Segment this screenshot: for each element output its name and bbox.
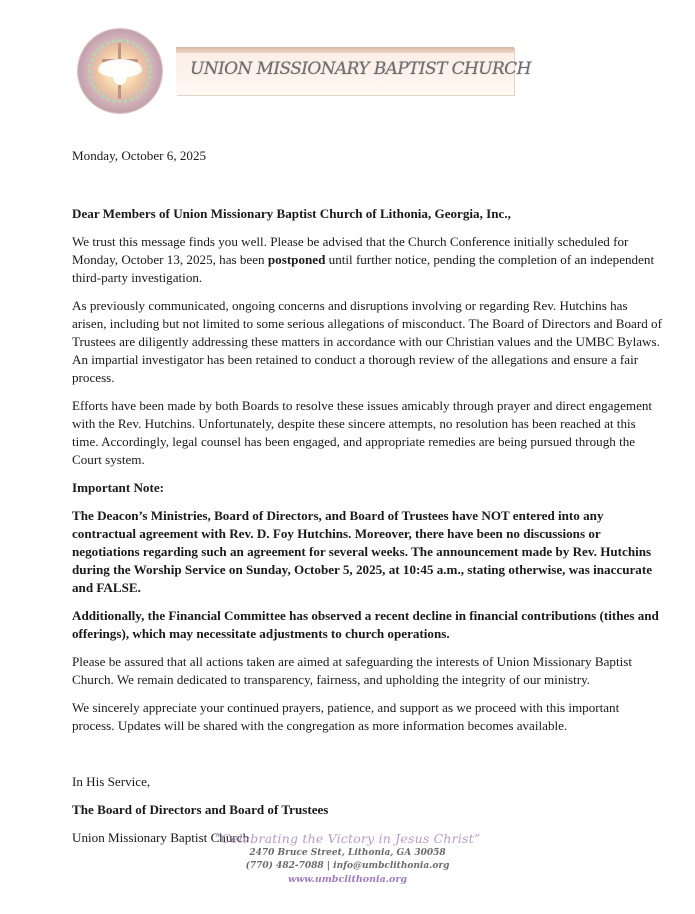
important-note-agreement: The Deacon’s Ministries, Board of Directors, and Board of Trustees have NOT entered into any contractual agreement with Rev. D. Foy Hutchins. Moreover, there have been no discussions or negotiations regarding such an agreement for several weeks. The announcement made by Rev. Hutchins during the Worship Service on Sunday, October 5, 2025, at 10:45 a.m., stating otherwise, was inaccurate and FALSE. <box>72 508 653 595</box>
footer-address: 2470 Bruce Street, Lithonia, GA 30058 <box>249 848 446 858</box>
important-note-heading: Important Note: <box>72 480 165 495</box>
p1-text-before: We trust this message finds you well. Please be advised that the Church Conference initially scheduled for Monday, October 13, 2025, has been <box>72 234 629 267</box>
postponed-emphasis: postponed <box>267 252 326 267</box>
banner-bevel <box>176 47 514 53</box>
footer-tagline: “Celebrating the Victory in Jesus Christ” <box>214 831 481 846</box>
paragraph-assurance: Please be assured that all actions taken are aimed at safeguarding the interests of Union Missionary Baptist Church. We remain dedicated to transparency, fairness, and upholding the integrity of our ministry. <box>72 654 632 687</box>
footer-contact: (770) 482-7088 | info@umbclithonia.org <box>245 861 450 871</box>
footer-website-link[interactable]: www.umbclithonia.org <box>287 874 408 885</box>
important-note-finances: Additionally, the Financial Committee has observed a recent decline in financial contributions (tithes and offerings), which may necessitate adjustments to church operations. <box>72 608 659 641</box>
paragraph-concerns: As previously communicated, ongoing concerns and disruptions involving or regarding Rev. Hutchins has arisen, including but not limited to some serious allegations of misconduct. The Board of Directors and Board of Trustees are diligently addressing these matters in accordance with our Christian values and the UMBC Bylaws. An impartial investigator has been retained to conduct a thorough review of the allegations and ensure a fair process. <box>72 298 662 385</box>
banner-title: UNION MISSIONARY BAPTIST CHURCH <box>190 59 531 79</box>
closing: In His Service, <box>72 774 151 789</box>
church-name-banner <box>176 47 531 95</box>
paragraph-efforts: Efforts have been made by both Boards to resolve these issues amicably through prayer and direct engagement with the Rev. Hutchins. Unfortunately, despite these sincere attempts, no resolution has been reached at this time. Accordingly, legal counsel has been engaged, and appropriate remedies are being pursued through the Court system. <box>72 398 653 467</box>
signatory: The Board of Directors and Board of Trustees <box>72 802 329 817</box>
letter-body <box>72 147 664 857</box>
paragraph-postponement <box>72 233 664 287</box>
letter-date: Monday, October 6, 2025 <box>72 148 207 163</box>
church-seal-logo <box>78 29 162 113</box>
letterhead-footer <box>0 830 695 886</box>
paragraph-appreciation: We sincerely appreciate your continued prayers, patience, and support as we proceed with this important process. Updates will be shared with the congregation as more information becomes available. <box>72 700 620 733</box>
organization-name: Union Missionary Baptist Church <box>72 830 250 845</box>
p1-text-after: until further notice, pending the completion of an independent third-party investigation. <box>72 252 655 285</box>
dove-body <box>113 65 127 85</box>
salutation: Dear Members of Union Missionary Baptist Church of Lithonia, Georgia, Inc., <box>72 206 511 221</box>
